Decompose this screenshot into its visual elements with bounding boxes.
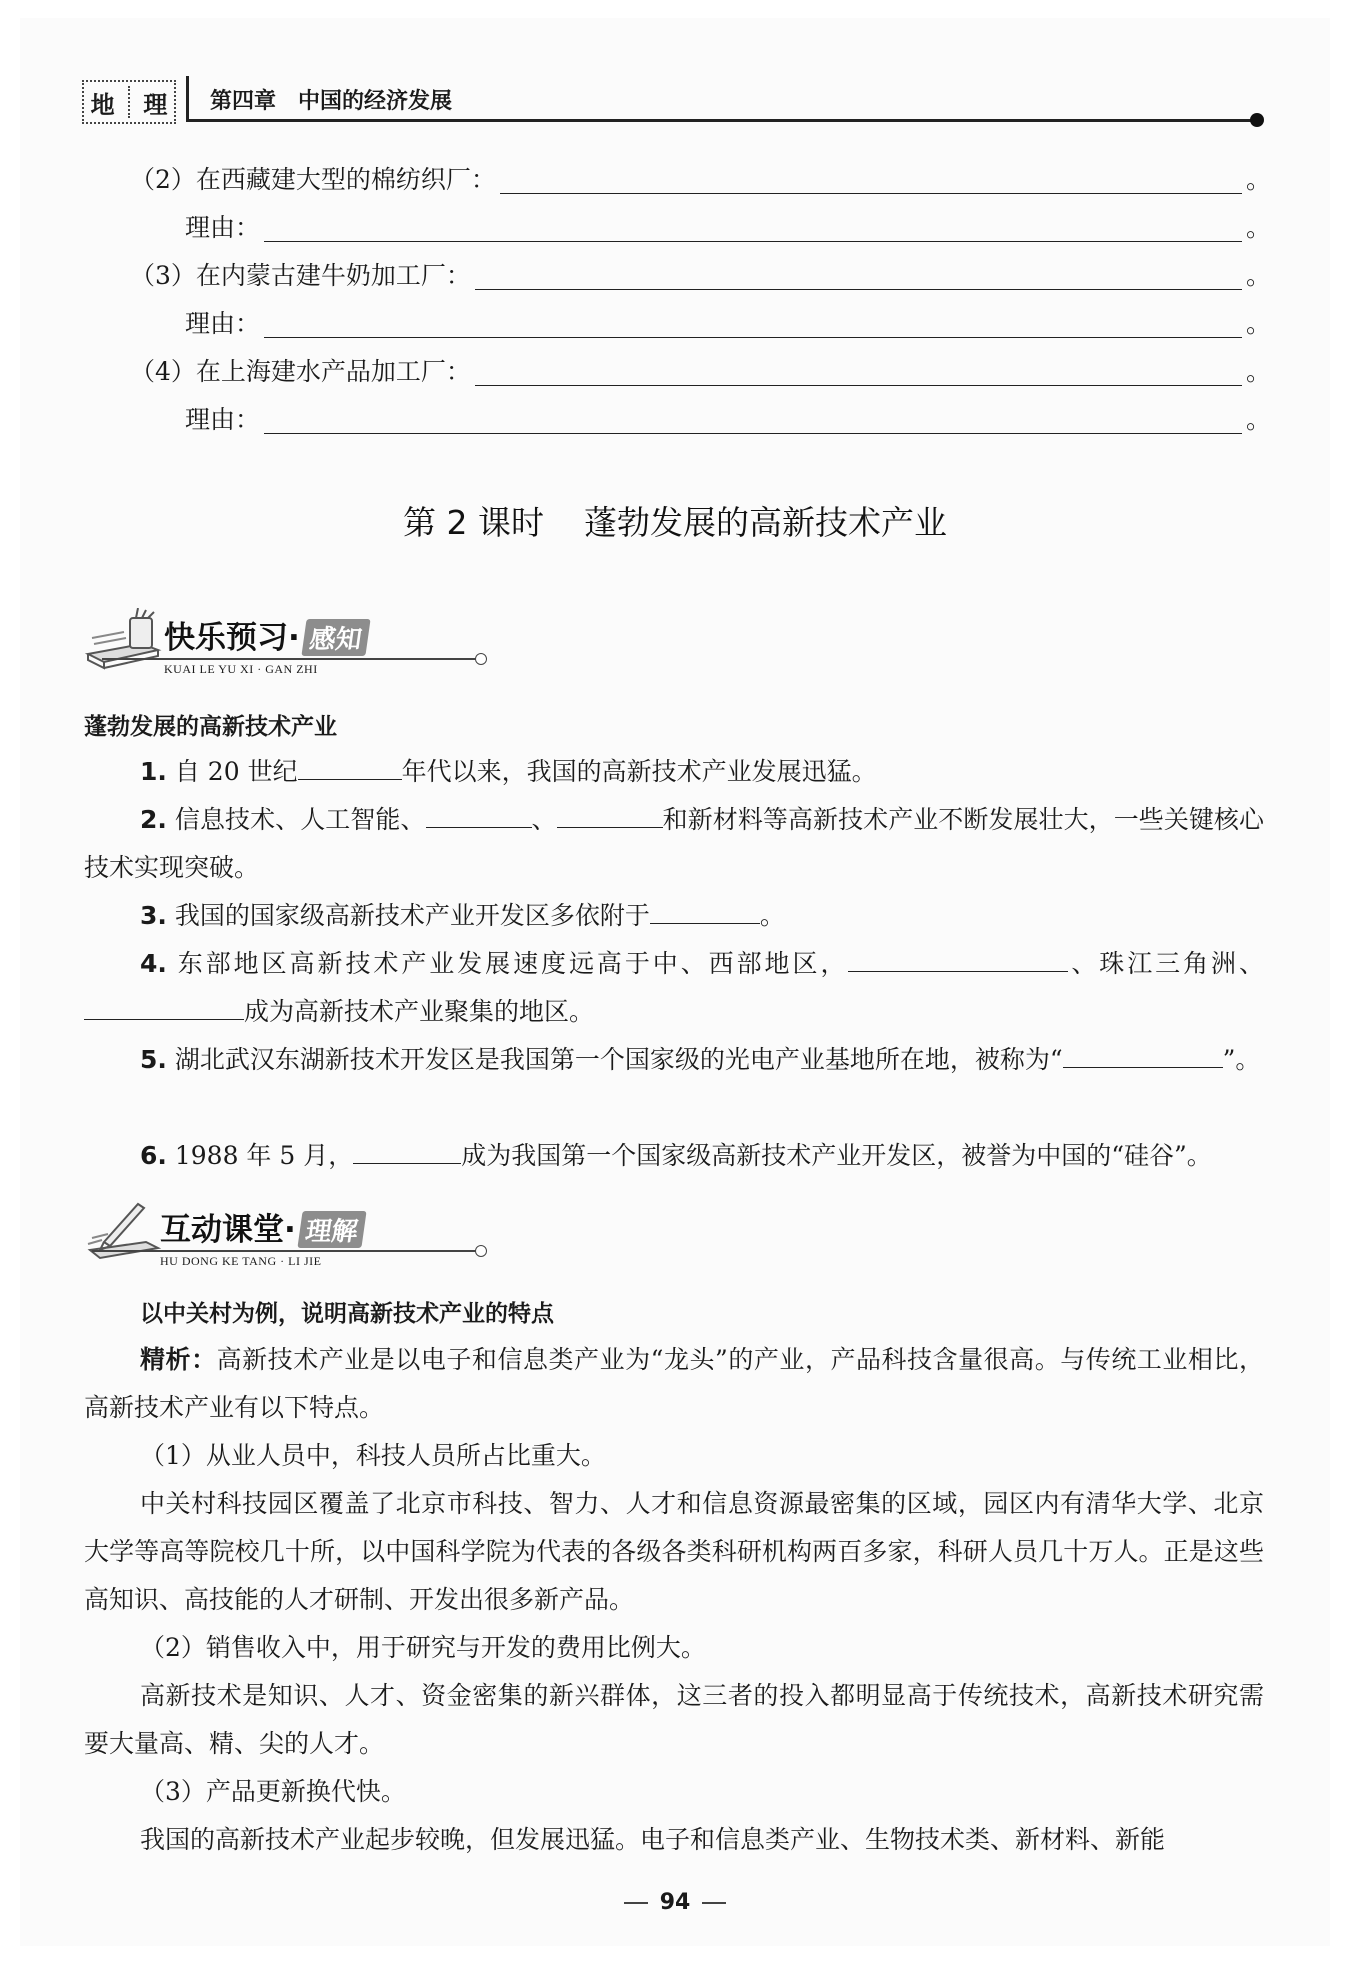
preview-item-1 [140, 748, 1264, 796]
question-3-answer-line[interactable] [475, 263, 1242, 290]
question-4-row [130, 352, 1270, 388]
end-mark: 。 [1246, 261, 1272, 290]
question-4-reason-line[interactable] [264, 407, 1242, 434]
item-number: 3. [140, 901, 167, 930]
subject-char-1: 地 [90, 90, 115, 119]
item-number: 4. [140, 949, 167, 978]
question-3-label: （3）在内蒙古建牛奶加工厂： [130, 261, 471, 290]
lesson-name: 蓬勃发展的高新技术产业 [583, 503, 947, 542]
answer-blank[interactable] [557, 803, 663, 828]
item-text: 成为高新技术产业聚集的地区。 [244, 997, 595, 1026]
header-rule-dot [1250, 113, 1264, 127]
item-text: ”。 [1222, 1045, 1261, 1074]
answer-blank[interactable] [426, 803, 532, 828]
item-text: 。 [759, 901, 785, 930]
lesson-title [0, 497, 1350, 544]
point-1: （1）从业人员中，科技人员所占比重大。 [140, 1441, 606, 1470]
preview-pinyin: KUAI LE YU XI · GAN ZHI [164, 662, 318, 676]
interactive-topic: 以中关村为例，说明高新技术产业的特点 [140, 1301, 554, 1327]
question-4-reason-label: 理由： [185, 405, 261, 434]
interactive-tag: 理解 [297, 1211, 366, 1248]
chapter-heading [210, 84, 452, 115]
point-2: （2）销售收入中，用于研究与开发的费用比例大。 [140, 1633, 706, 1662]
preview-underline [102, 658, 477, 660]
answer-blank[interactable] [84, 995, 244, 1020]
question-3-row [130, 256, 1270, 292]
answer-blank[interactable] [650, 899, 760, 924]
header-rule [186, 119, 1256, 122]
item-number: 6. [140, 1141, 167, 1170]
lesson-number: 第 2 课时 [403, 503, 544, 542]
question-3-reason-label: 理由： [185, 309, 261, 338]
item-text: 东部地区高新技术产业发展速度远高于中、西部地区， [177, 949, 849, 978]
interactive-title: 互动课堂· [160, 1212, 296, 1248]
question-2-reason-row [185, 208, 1270, 244]
interactive-pinyin: HU DONG KE TANG · LI JIE [160, 1254, 322, 1268]
item-text: 1988 年 5 月， [174, 1141, 354, 1170]
interactive-title-wrap [160, 1204, 364, 1249]
preview-item-3 [140, 892, 1264, 940]
pen-writing-icon [84, 1198, 164, 1262]
question-4-label: （4）在上海建水产品加工厂： [130, 357, 471, 386]
preview-item-2 [84, 796, 1264, 892]
question-4-answer-line[interactable] [475, 359, 1242, 386]
answer-blank[interactable] [848, 947, 1068, 972]
item-text: “ [1049, 1045, 1063, 1074]
question-2-reason-line[interactable] [264, 215, 1242, 242]
item-text: 信息技术、人工智能、 [174, 805, 426, 834]
question-3-reason-row [185, 304, 1270, 340]
preview-topic: 蓬勃发展的高新技术产业 [84, 714, 337, 740]
chapter-number: 第四章 [210, 88, 277, 114]
item-text: 成为我国第一个国家级高新技术产业开发区，被誉为中国的“硅谷”。 [461, 1141, 1212, 1170]
interactive-underline [92, 1250, 477, 1252]
end-mark: 。 [1246, 405, 1272, 434]
item-text: 我国的国家级高新技术产业开发区多依附于 [174, 901, 650, 930]
analysis-text: 高新技术产业是以电子和信息类产业为“龙头”的产业，产品科技含量很高。与传统工业相比，高新技术产业有以下特点。 [84, 1345, 1264, 1422]
end-mark: 。 [1246, 165, 1272, 194]
question-2-label: （2）在西藏建大型的棉纺织厂： [130, 165, 496, 194]
question-4-reason-row [185, 400, 1270, 436]
item-number: 5. [140, 1045, 167, 1074]
header-separator [186, 76, 189, 122]
end-mark: 。 [1246, 357, 1272, 386]
preview-item-6 [140, 1132, 1264, 1180]
preview-tag: 感知 [301, 619, 370, 656]
page-number [0, 1890, 1350, 1915]
analysis-paragraph [84, 1336, 1264, 1432]
point-2-paragraph: 高新技术是知识、人才、资金密集的新兴群体，这三者的投入都明显高于传统技术，高新技术研究需要大量高、精、尖的人才。 [84, 1681, 1264, 1758]
end-mark: 。 [1246, 213, 1272, 242]
end-mark: 。 [1246, 309, 1272, 338]
subject-divider [128, 86, 130, 118]
item-text: 自 20 世纪 [174, 757, 298, 786]
point-3: （3）产品更新换代快。 [140, 1777, 406, 1806]
point-3-paragraph: 我国的高新技术产业起步较晚，但发展迅猛。电子和信息类产业、生物技术类、新材料、新能 [140, 1825, 1166, 1854]
item-text: 年代以来，我国的高新技术产业发展迅猛。 [401, 757, 877, 786]
question-2-answer-line[interactable] [500, 167, 1242, 194]
analysis-label: 精析： [140, 1345, 217, 1374]
answer-blank[interactable] [1063, 1043, 1223, 1068]
preview-item-5 [84, 1036, 1264, 1084]
preview-item-4 [84, 940, 1264, 1036]
item-text: 湖北武汉东湖新技术开发区是我国第一个国家级的光电产业基地所在地，被称为 [174, 1045, 1050, 1074]
answer-blank[interactable] [353, 1139, 461, 1164]
item-text: 和新材料等高新技术产业不断发展壮大，一些关键核心技术实现突破。 [84, 805, 1264, 882]
item-number: 2. [140, 805, 167, 834]
preview-title: 快乐预习· [164, 620, 300, 656]
question-2-reason-label: 理由： [185, 213, 261, 242]
question-3-reason-line[interactable] [264, 311, 1242, 338]
point-1-paragraph: 中关村科技园区覆盖了北京市科技、智力、人才和信息资源最密集的区域，园区内有清华大学、北京大学等高等院校几十所，以中国科学院为代表的各级各类科研机构两百多家，科研人员几十万人。正是这些高知识、高技能的人才研制、开发出很多新产品。 [84, 1489, 1264, 1614]
question-2-row [130, 160, 1270, 196]
subject-badge [82, 80, 176, 124]
item-text: 、 [531, 805, 557, 834]
subject-char-2: 理 [143, 90, 168, 119]
page-number-text: 94 [659, 1890, 691, 1915]
item-text: 、珠江三角洲、 [1068, 949, 1264, 978]
interactive-banner [84, 1204, 504, 1274]
item-number: 1. [140, 757, 167, 786]
preview-title-wrap [164, 612, 368, 657]
books-pencil-icon [84, 608, 164, 670]
preview-banner [84, 612, 504, 682]
chapter-title: 中国的经济发展 [298, 88, 453, 114]
answer-blank[interactable] [298, 755, 402, 780]
